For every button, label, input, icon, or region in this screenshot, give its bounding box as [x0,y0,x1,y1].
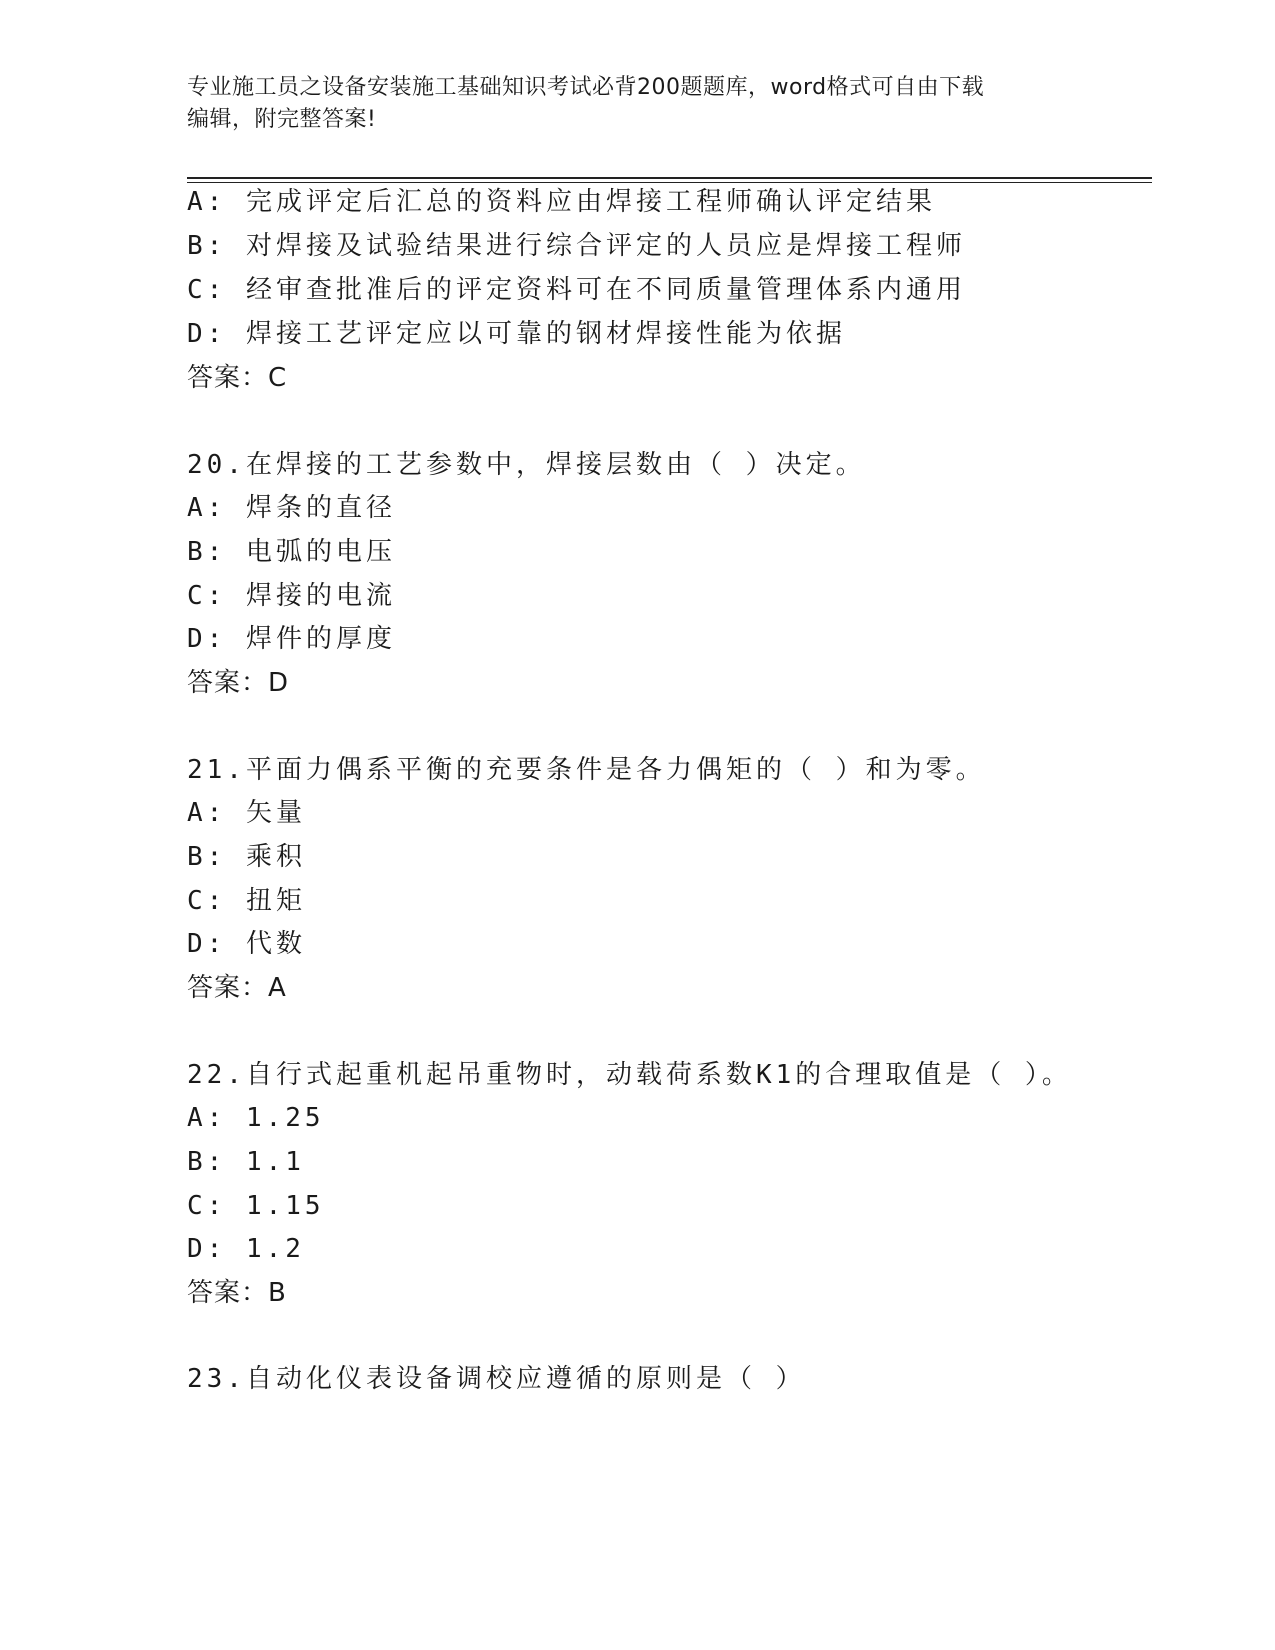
q19-answer: 答案：C [187,363,288,393]
q21-option-d: D: 代数 [187,929,306,959]
header-line-2: 编辑，附完整答案! [187,107,377,132]
q22-question: 22.自行式起重机起吊重物时，动载荷系数K1的合理取值是（ ）。 [187,1060,1072,1090]
q21-option-c: C: 扭矩 [187,886,306,916]
q23-question: 23.自动化仪表设备调校应遵循的原则是（ ） [187,1364,806,1394]
q20-option-c: C: 焊接的电流 [187,581,396,611]
header-line-1: 专业施工员之设备安装施工基础知识考试必背200题题库，word格式可自由下载 [187,75,985,100]
q21-option-a: A: 矢量 [187,798,306,828]
q21-answer: 答案：A [187,973,287,1003]
header-divider-thin [187,182,1152,183]
q21-option-b: B: 乘积 [187,842,306,872]
q19-option-a: A: 完成评定后汇总的资料应由焊接工程师确认评定结果 [187,187,936,217]
q19-option-d: D: 焊接工艺评定应以可靠的钢材焊接性能为依据 [187,319,846,349]
q20-option-a: A: 焊条的直径 [187,493,396,523]
q20-answer: 答案：D [187,668,290,698]
header-divider-thick [187,177,1152,179]
q22-option-c: C: 1.15 [187,1191,325,1221]
q22-option-a: A: 1.25 [187,1103,325,1133]
q22-option-d: D: 1.2 [187,1234,305,1264]
q19-option-c: C: 经审查批准后的评定资料可在不同质量管理体系内通用 [187,275,966,305]
document-header [187,72,1087,136]
q22-answer: 答案：B [187,1278,287,1308]
q20-option-d: D: 焊件的厚度 [187,624,396,654]
q22-option-b: B: 1.1 [187,1147,305,1177]
q20-option-b: B: 电弧的电压 [187,537,396,567]
q21-question: 21.平面力偶系平衡的充要条件是各力偶矩的（ ）和为零。 [187,755,986,785]
q19-option-b: B: 对焊接及试验结果进行综合评定的人员应是焊接工程师 [187,231,966,261]
q20-question: 20.在焊接的工艺参数中，焊接层数由（ ）决定。 [187,450,866,480]
